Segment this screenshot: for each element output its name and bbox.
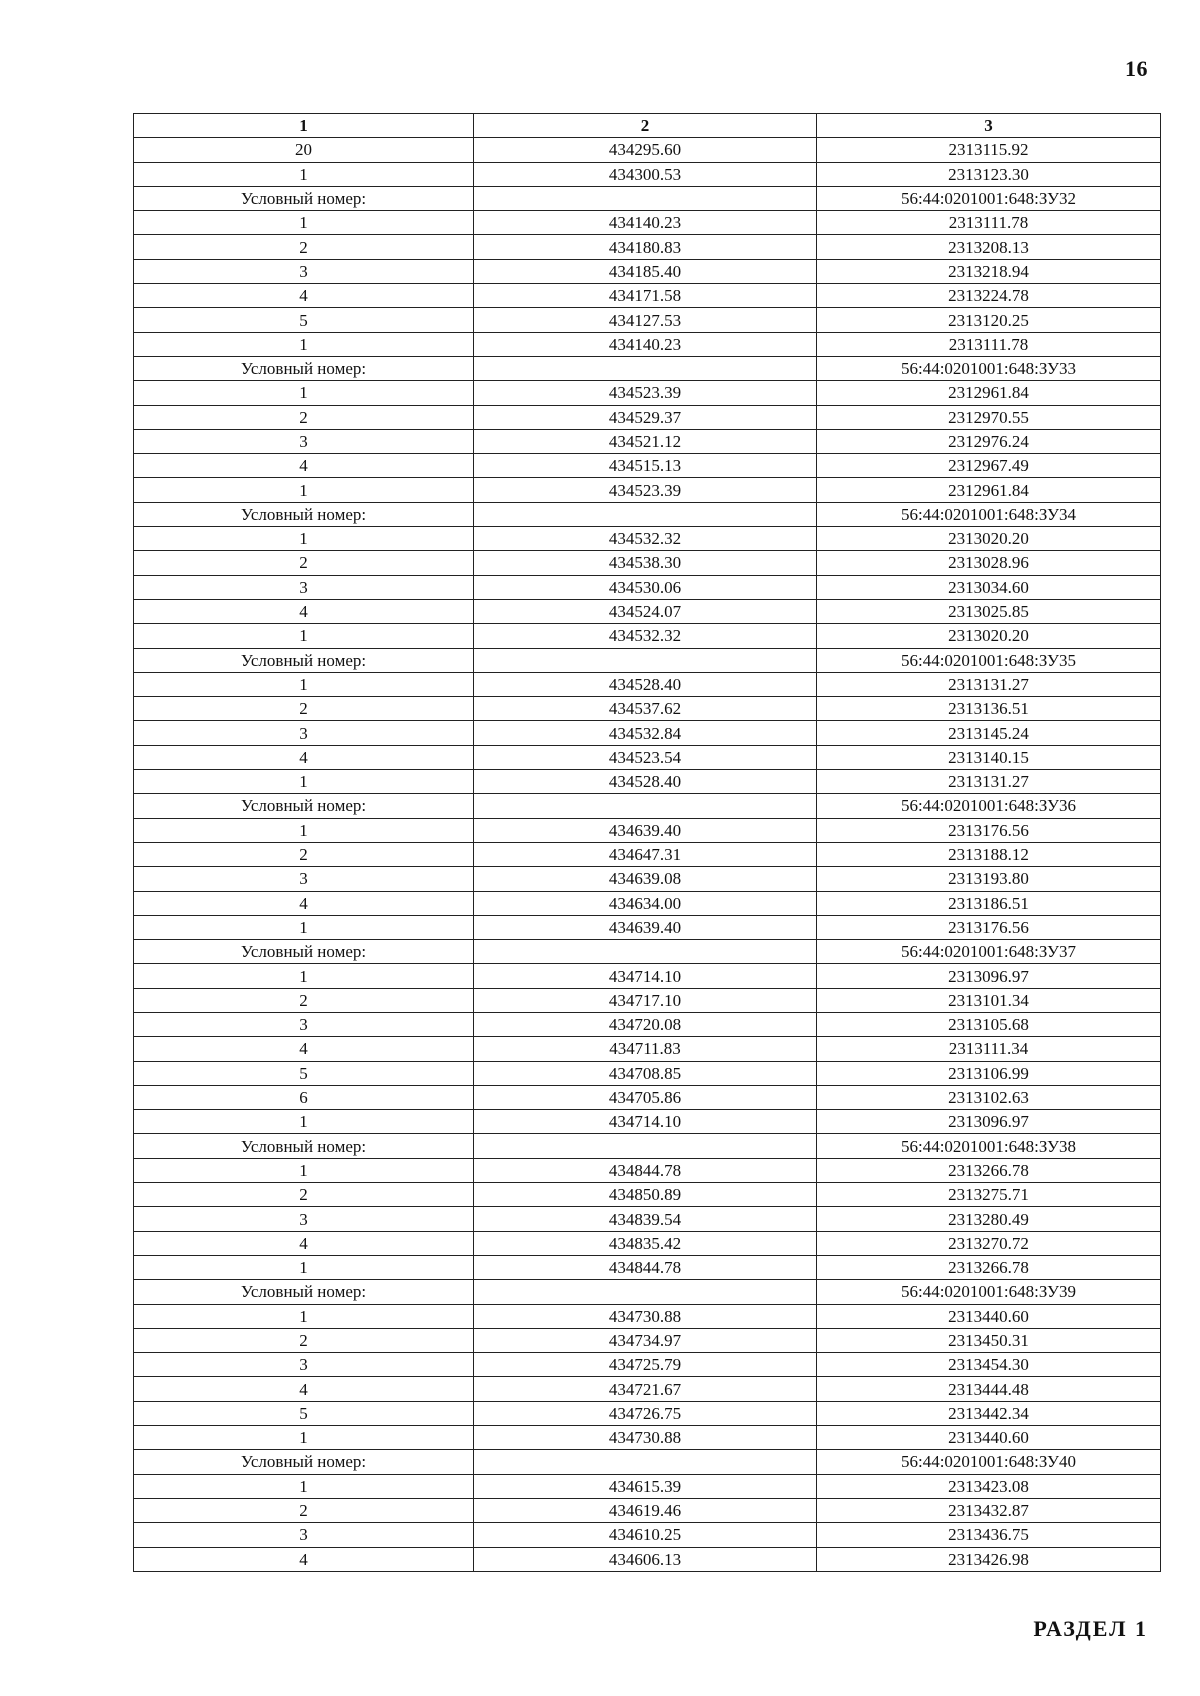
table-cell-col-1: 1 <box>134 915 474 939</box>
table-cell-col-3: 2313176.56 <box>817 818 1161 842</box>
table-cell-col-2: 434180.83 <box>474 235 817 259</box>
table-row <box>134 1207 1161 1231</box>
table-cell-col-3: 2313020.20 <box>817 527 1161 551</box>
table-cell-col-1: 1 <box>134 527 474 551</box>
table-cell-col-2 <box>474 356 817 380</box>
table-cell-col-1: Условный номер: <box>134 1280 474 1304</box>
table-row <box>134 405 1161 429</box>
table-row <box>134 1474 1161 1498</box>
table-row <box>134 1183 1161 1207</box>
table-row <box>134 308 1161 332</box>
table-row <box>134 527 1161 551</box>
header-row <box>134 114 1161 138</box>
table-cell-col-1: 3 <box>134 429 474 453</box>
table-cell-col-1: 1 <box>134 211 474 235</box>
table-row <box>134 1012 1161 1036</box>
table-row <box>134 259 1161 283</box>
table-cell-col-3: 2313444.48 <box>817 1377 1161 1401</box>
table-cell-col-2: 434705.86 <box>474 1085 817 1109</box>
table-row <box>134 697 1161 721</box>
table-cell-col-2: 434606.13 <box>474 1547 817 1571</box>
table-cell-col-3: 2313136.51 <box>817 697 1161 721</box>
table-row <box>134 211 1161 235</box>
table-cell-col-1: 2 <box>134 842 474 866</box>
table-cell-col-2 <box>474 940 817 964</box>
table-cell-col-2: 434300.53 <box>474 162 817 186</box>
table-cell-col-2 <box>474 1280 817 1304</box>
table-cell-col-1: 5 <box>134 1061 474 1085</box>
table-cell-col-2: 434835.42 <box>474 1231 817 1255</box>
table-cell-col-2: 434185.40 <box>474 259 817 283</box>
table-cell-col-1: 5 <box>134 1401 474 1425</box>
table-row <box>134 138 1161 162</box>
table-cell-col-1: 2 <box>134 235 474 259</box>
table-cell-col-1: Условный номер: <box>134 502 474 526</box>
table-cell-col-2: 434523.39 <box>474 478 817 502</box>
table-cell-col-1: Условный номер: <box>134 1450 474 1474</box>
table-cell-col-1: 2 <box>134 405 474 429</box>
table-body <box>134 138 1161 1572</box>
table-cell-col-3: 2313145.24 <box>817 721 1161 745</box>
table-cell-col-2 <box>474 794 817 818</box>
table-row <box>134 1304 1161 1328</box>
table-cell-col-1: 3 <box>134 1353 474 1377</box>
table-cell-col-2: 434528.40 <box>474 672 817 696</box>
table-row <box>134 162 1161 186</box>
table-row <box>134 332 1161 356</box>
table-cell-col-1: 1 <box>134 964 474 988</box>
table-cell-col-2: 434730.88 <box>474 1304 817 1328</box>
table-cell-col-1: 4 <box>134 1547 474 1571</box>
table-cell-col-1: 3 <box>134 1207 474 1231</box>
table-cell-col-2: 434714.10 <box>474 1110 817 1134</box>
table-row <box>134 1280 1161 1304</box>
table-row <box>134 1061 1161 1085</box>
table-cell-col-1: 4 <box>134 1231 474 1255</box>
table-cell-col-1: 3 <box>134 867 474 891</box>
table-cell-col-2: 434708.85 <box>474 1061 817 1085</box>
table-cell-col-3: 2313106.99 <box>817 1061 1161 1085</box>
column-header-3: 3 <box>817 114 1161 138</box>
table-cell-col-2 <box>474 648 817 672</box>
table-cell-col-3: 56:44:0201001:648:ЗУ34 <box>817 502 1161 526</box>
table-cell-col-2: 434523.54 <box>474 745 817 769</box>
table-row <box>134 891 1161 915</box>
table-row <box>134 794 1161 818</box>
table-cell-col-2: 434521.12 <box>474 429 817 453</box>
table-cell-col-2: 434725.79 <box>474 1353 817 1377</box>
table-cell-col-1: Условный номер: <box>134 794 474 818</box>
table-cell-col-1: 1 <box>134 1474 474 1498</box>
table-row <box>134 1498 1161 1522</box>
table-cell-col-3: 56:44:0201001:648:ЗУ38 <box>817 1134 1161 1158</box>
table-cell-col-1: 3 <box>134 575 474 599</box>
table-cell-col-1: 1 <box>134 1426 474 1450</box>
table-cell-col-3: 2313432.87 <box>817 1498 1161 1522</box>
table-cell-col-2: 434639.40 <box>474 818 817 842</box>
table-cell-col-2: 434140.23 <box>474 332 817 356</box>
table-cell-col-2: 434515.13 <box>474 454 817 478</box>
table-cell-col-3: 2313111.34 <box>817 1037 1161 1061</box>
table-cell-col-1: 6 <box>134 1085 474 1109</box>
table-cell-col-2: 434528.40 <box>474 770 817 794</box>
table-cell-col-2: 434711.83 <box>474 1037 817 1061</box>
table-cell-col-2: 434127.53 <box>474 308 817 332</box>
table-cell-col-1: 4 <box>134 745 474 769</box>
table-cell-col-2: 434295.60 <box>474 138 817 162</box>
table-cell-col-3: 2313096.97 <box>817 1110 1161 1134</box>
table-cell-col-2: 434140.23 <box>474 211 817 235</box>
table-row <box>134 599 1161 623</box>
table-row <box>134 770 1161 794</box>
table-row <box>134 1450 1161 1474</box>
table-cell-col-3: 2313111.78 <box>817 211 1161 235</box>
coordinates-table-container <box>133 113 1160 1572</box>
table-cell-col-1: 2 <box>134 1328 474 1352</box>
table-cell-col-1: 3 <box>134 721 474 745</box>
table-cell-col-1: 3 <box>134 259 474 283</box>
table-cell-col-3: 2313101.34 <box>817 988 1161 1012</box>
table-row <box>134 502 1161 526</box>
table-cell-col-3: 2312976.24 <box>817 429 1161 453</box>
table-cell-col-2: 434734.97 <box>474 1328 817 1352</box>
table-row <box>134 454 1161 478</box>
table-cell-col-3: 2313275.71 <box>817 1183 1161 1207</box>
column-header-1: 1 <box>134 114 474 138</box>
table-cell-col-3: 2313440.60 <box>817 1426 1161 1450</box>
table-cell-col-2: 434538.30 <box>474 551 817 575</box>
table-cell-col-3: 2312967.49 <box>817 454 1161 478</box>
section-footer: РАЗДЕЛ 1 <box>1033 1616 1148 1641</box>
table-cell-col-3: 2313176.56 <box>817 915 1161 939</box>
table-row <box>134 867 1161 891</box>
table-row <box>134 842 1161 866</box>
table-cell-col-2 <box>474 186 817 210</box>
table-row <box>134 551 1161 575</box>
table-cell-col-3: 2313131.27 <box>817 672 1161 696</box>
table-cell-col-3: 2313123.30 <box>817 162 1161 186</box>
table-cell-col-1: 4 <box>134 454 474 478</box>
table-row <box>134 381 1161 405</box>
table-cell-col-3: 2313423.08 <box>817 1474 1161 1498</box>
table-row <box>134 1134 1161 1158</box>
table-cell-col-1: 4 <box>134 1037 474 1061</box>
table-cell-col-3: 2313440.60 <box>817 1304 1161 1328</box>
table-cell-col-3: 2313025.85 <box>817 599 1161 623</box>
table-cell-col-3: 2313193.80 <box>817 867 1161 891</box>
table-cell-col-1: 4 <box>134 1377 474 1401</box>
table-row <box>134 235 1161 259</box>
table-cell-col-2: 434532.84 <box>474 721 817 745</box>
table-cell-col-3: 2313270.72 <box>817 1231 1161 1255</box>
table-cell-col-1: 20 <box>134 138 474 162</box>
table-cell-col-1: 1 <box>134 1110 474 1134</box>
table-cell-col-1: 1 <box>134 770 474 794</box>
table-cell-col-3: 56:44:0201001:648:ЗУ36 <box>817 794 1161 818</box>
table-cell-col-2: 434532.32 <box>474 527 817 551</box>
table-cell-col-1: 5 <box>134 308 474 332</box>
table-header <box>134 114 1161 138</box>
table-cell-col-2: 434639.40 <box>474 915 817 939</box>
table-cell-col-2: 434726.75 <box>474 1401 817 1425</box>
table-cell-col-1: 1 <box>134 162 474 186</box>
table-cell-col-1: Условный номер: <box>134 648 474 672</box>
table-row <box>134 1523 1161 1547</box>
coordinates-table <box>133 113 1161 1572</box>
table-row <box>134 988 1161 1012</box>
table-row <box>134 818 1161 842</box>
table-cell-col-3: 2313280.49 <box>817 1207 1161 1231</box>
table-cell-col-3: 2313426.98 <box>817 1547 1161 1571</box>
table-row <box>134 1377 1161 1401</box>
table-cell-col-3: 2312961.84 <box>817 478 1161 502</box>
table-cell-col-1: Условный номер: <box>134 356 474 380</box>
table-cell-col-2: 434523.39 <box>474 381 817 405</box>
table-cell-col-3: 2313096.97 <box>817 964 1161 988</box>
table-cell-col-2: 434615.39 <box>474 1474 817 1498</box>
table-row <box>134 1426 1161 1450</box>
table-cell-col-3: 2312961.84 <box>817 381 1161 405</box>
table-cell-col-3: 2313140.15 <box>817 745 1161 769</box>
table-cell-col-1: 1 <box>134 672 474 696</box>
table-cell-col-3: 2313266.78 <box>817 1255 1161 1279</box>
table-row <box>134 1158 1161 1182</box>
table-cell-col-1: 3 <box>134 1012 474 1036</box>
table-cell-col-2: 434730.88 <box>474 1426 817 1450</box>
table-cell-col-2: 434524.07 <box>474 599 817 623</box>
table-cell-col-2: 434171.58 <box>474 284 817 308</box>
table-cell-col-3: 2313020.20 <box>817 624 1161 648</box>
table-row <box>134 478 1161 502</box>
table-row <box>134 915 1161 939</box>
page-number: 16 <box>1125 56 1148 81</box>
table-cell-col-3: 2313188.12 <box>817 842 1161 866</box>
table-cell-col-3: 2313102.63 <box>817 1085 1161 1109</box>
table-cell-col-1: 1 <box>134 1255 474 1279</box>
table-cell-col-1: 1 <box>134 332 474 356</box>
table-cell-col-3: 2313436.75 <box>817 1523 1161 1547</box>
table-cell-col-1: 4 <box>134 284 474 308</box>
table-cell-col-2: 434844.78 <box>474 1158 817 1182</box>
table-cell-col-3: 2313120.25 <box>817 308 1161 332</box>
table-cell-col-2: 434537.62 <box>474 697 817 721</box>
table-row <box>134 1037 1161 1061</box>
table-row <box>134 648 1161 672</box>
table-row <box>134 284 1161 308</box>
table-cell-col-3: 2313028.96 <box>817 551 1161 575</box>
table-row <box>134 1110 1161 1134</box>
table-cell-col-3: 2313208.13 <box>817 235 1161 259</box>
table-cell-col-2 <box>474 1134 817 1158</box>
table-row <box>134 940 1161 964</box>
table-cell-col-3: 2313034.60 <box>817 575 1161 599</box>
table-cell-col-1: 2 <box>134 697 474 721</box>
table-cell-col-2: 434720.08 <box>474 1012 817 1036</box>
table-cell-col-3: 2313454.30 <box>817 1353 1161 1377</box>
table-cell-col-3: 56:44:0201001:648:ЗУ39 <box>817 1280 1161 1304</box>
table-cell-col-1: 1 <box>134 624 474 648</box>
table-cell-col-1: 2 <box>134 1183 474 1207</box>
table-cell-col-1: 2 <box>134 988 474 1012</box>
table-cell-col-3: 56:44:0201001:648:ЗУ33 <box>817 356 1161 380</box>
table-row <box>134 721 1161 745</box>
table-row <box>134 672 1161 696</box>
table-cell-col-3: 56:44:0201001:648:ЗУ37 <box>817 940 1161 964</box>
table-cell-col-1: 1 <box>134 1304 474 1328</box>
table-cell-col-3: 2312970.55 <box>817 405 1161 429</box>
table-cell-col-1: Условный номер: <box>134 1134 474 1158</box>
table-row <box>134 1328 1161 1352</box>
table-cell-col-1: Условный номер: <box>134 940 474 964</box>
table-cell-col-3: 2313218.94 <box>817 259 1161 283</box>
table-cell-col-2: 434721.67 <box>474 1377 817 1401</box>
table-cell-col-2: 434532.32 <box>474 624 817 648</box>
table-row <box>134 1353 1161 1377</box>
table-cell-col-2: 434639.08 <box>474 867 817 891</box>
table-row <box>134 1547 1161 1571</box>
table-cell-col-3: 2313186.51 <box>817 891 1161 915</box>
table-cell-col-3: 2313115.92 <box>817 138 1161 162</box>
table-cell-col-1: 1 <box>134 818 474 842</box>
table-cell-col-2: 434529.37 <box>474 405 817 429</box>
table-cell-col-3: 2313111.78 <box>817 332 1161 356</box>
table-row <box>134 575 1161 599</box>
table-cell-col-1: 2 <box>134 1498 474 1522</box>
table-cell-col-1: 3 <box>134 1523 474 1547</box>
table-cell-col-3: 2313442.34 <box>817 1401 1161 1425</box>
table-row <box>134 429 1161 453</box>
table-cell-col-2 <box>474 502 817 526</box>
table-row <box>134 1255 1161 1279</box>
table-cell-col-1: Условный номер: <box>134 186 474 210</box>
table-cell-col-2: 434717.10 <box>474 988 817 1012</box>
table-cell-col-1: 1 <box>134 1158 474 1182</box>
table-cell-col-2: 434714.10 <box>474 964 817 988</box>
table-cell-col-2: 434850.89 <box>474 1183 817 1207</box>
table-cell-col-3: 2313105.68 <box>817 1012 1161 1036</box>
table-row <box>134 624 1161 648</box>
table-cell-col-1: 4 <box>134 891 474 915</box>
table-cell-col-1: 2 <box>134 551 474 575</box>
table-cell-col-1: 1 <box>134 478 474 502</box>
table-cell-col-1: 4 <box>134 599 474 623</box>
table-cell-col-3: 56:44:0201001:648:ЗУ32 <box>817 186 1161 210</box>
table-cell-col-2: 434634.00 <box>474 891 817 915</box>
table-row <box>134 186 1161 210</box>
table-cell-col-2: 434619.46 <box>474 1498 817 1522</box>
table-cell-col-2: 434610.25 <box>474 1523 817 1547</box>
table-cell-col-1: 1 <box>134 381 474 405</box>
table-cell-col-3: 56:44:0201001:648:ЗУ35 <box>817 648 1161 672</box>
table-cell-col-2: 434647.31 <box>474 842 817 866</box>
table-cell-col-2 <box>474 1450 817 1474</box>
table-row <box>134 745 1161 769</box>
table-row <box>134 356 1161 380</box>
table-row <box>134 1231 1161 1255</box>
table-row <box>134 1401 1161 1425</box>
table-row <box>134 1085 1161 1109</box>
column-header-2: 2 <box>474 114 817 138</box>
table-cell-col-3: 2313224.78 <box>817 284 1161 308</box>
table-cell-col-2: 434844.78 <box>474 1255 817 1279</box>
table-cell-col-3: 2313450.31 <box>817 1328 1161 1352</box>
table-cell-col-2: 434530.06 <box>474 575 817 599</box>
table-cell-col-3: 2313131.27 <box>817 770 1161 794</box>
table-cell-col-3: 2313266.78 <box>817 1158 1161 1182</box>
table-row <box>134 964 1161 988</box>
table-cell-col-3: 56:44:0201001:648:ЗУ40 <box>817 1450 1161 1474</box>
table-cell-col-2: 434839.54 <box>474 1207 817 1231</box>
